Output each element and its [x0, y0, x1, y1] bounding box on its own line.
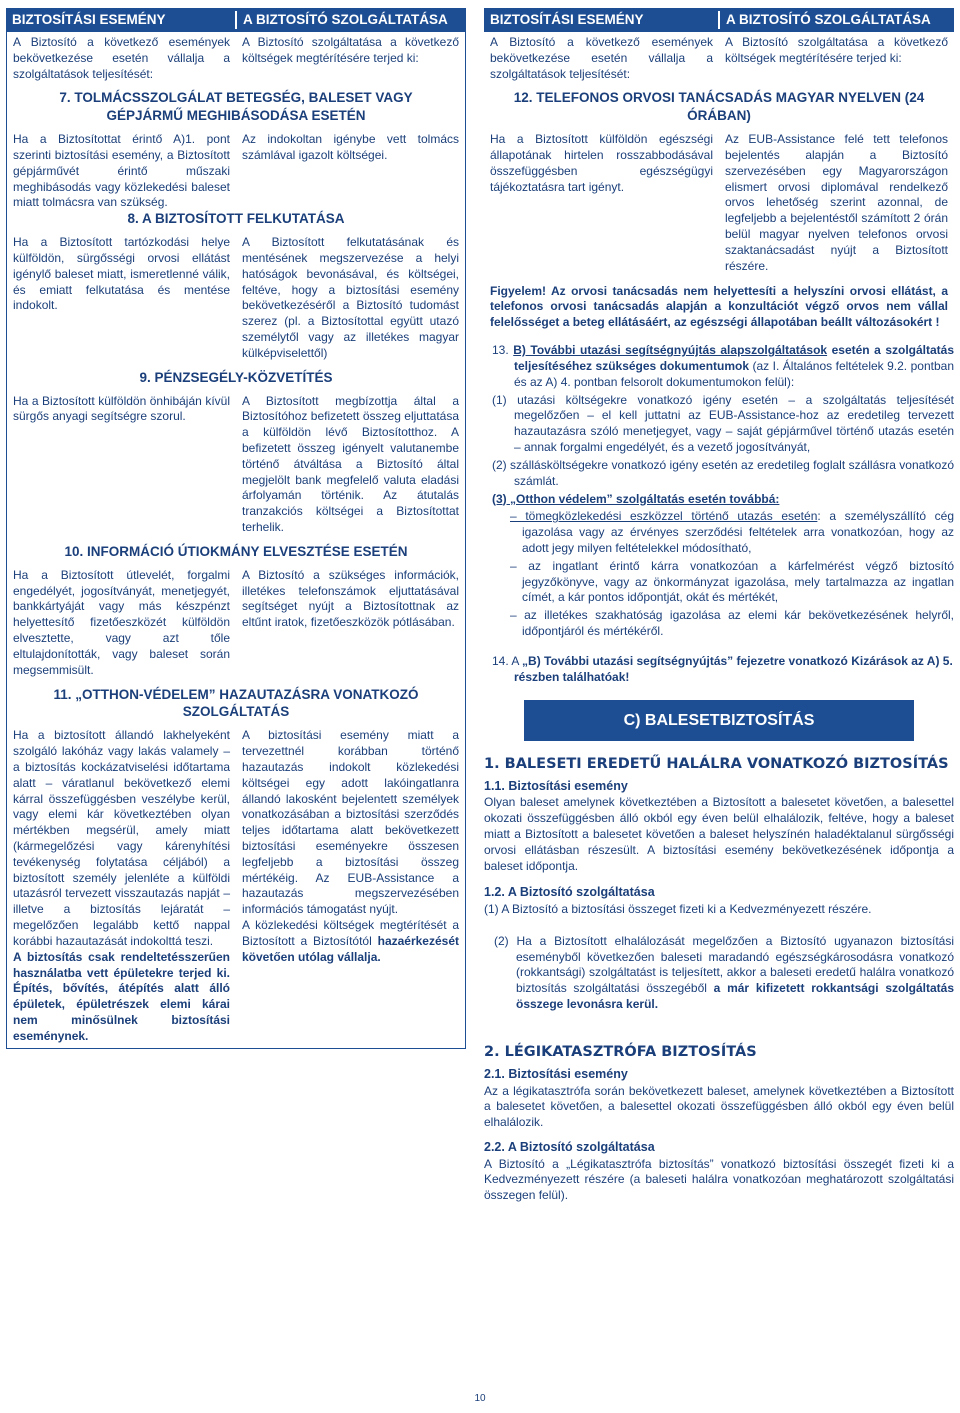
section-9-title: 9. PÉNZSEGÉLY-KÖZVETÍTÉS [139, 369, 333, 385]
section-11-title: 11. „OTTHON-VÉDELEM” HAZAUTAZÁSRA VONATKOZÓ SZOLGÁLTATÁS [53, 686, 419, 720]
header-service: A BIZTOSÍTÓ SZOLGÁLTATÁSA [235, 11, 466, 29]
section-13-title: B) További utazási segítségnyújtás alapszolgáltatások [513, 343, 828, 358]
section-7-row [7, 129, 465, 214]
section-10-event: Ha a Biztosított útlevelét, forgalmi engedélyét, jogosítványát, menetjegyét, bankkártyáját vagy más készpénzt helyettesítő fizetőeszközét külföldön elvesztette, vagy azt tőle eltulajdonították, vagy baleset során megsemmisült. [13, 567, 230, 677]
section-9-event: Ha a Biztosított külföldön önhibáján kívül sürgős anyagi segítségre szorul. [13, 393, 230, 424]
table-header [6, 8, 466, 32]
c2-h21: 2.1. Biztosítási esemény [484, 1067, 628, 1082]
section-10-title: 10. INFORMÁCIÓ ÚTIOKMÁNY ELVESZTÉSE ESETÉN [64, 543, 408, 559]
section-13-num: 13. [492, 343, 514, 358]
section-10-row [7, 565, 465, 682]
section-11-service-lead: A közlekedési költségek megtérítését a Biztosított a Biztosítótól [242, 918, 459, 948]
section-13-dash-3: – az illetékes szakhatóság igazolása az elemi kár bekövetkezésének helyről, időpontjáról és mértékéről. [510, 608, 954, 639]
right-service-table [484, 32, 954, 341]
intro-right: A Biztosító szolgáltatása a következő költségek megtérítésére terjed ki: [242, 35, 459, 65]
c2-h22: 2.2. A Biztosító szolgáltatása [484, 1140, 655, 1155]
left-column [6, 8, 466, 1049]
section-13-dash-1 [492, 509, 954, 556]
page-number: 10 [474, 1392, 486, 1404]
service-table [6, 32, 466, 1049]
c1-h12: 1.2. A Biztosító szolgáltatása [484, 885, 655, 900]
section-14-num: 14. A [492, 653, 523, 668]
c1-p12b [494, 934, 954, 1013]
section-8-title: 8. A BIZTOSÍTOTT FELKUTATÁSA [127, 211, 345, 227]
header-event: BIZTOSÍTÁSI ESEMÉNY [12, 12, 166, 28]
section-12-row [484, 129, 954, 277]
section-c-banner: C) BALESETBIZTOSÍTÁS [524, 700, 914, 741]
warning-lead: Figyelem! [490, 283, 547, 298]
section-13-item-3: (3) „Otthon védelem” szolgáltatás esetén továbbá: [492, 491, 780, 506]
section-8-event: Ha a Biztosított tartózkodási helye külföldön, sürgősségi orvosi ellátást igénylő baleset miatt, ismeretlenné válik, és emiatt felkutatása és mentése indokolt. [13, 235, 230, 313]
intro-left: A Biztosító a következő események bekövetkezése esetén vállalja a szolgáltatások teljesítését: [13, 35, 230, 81]
section-11-event-note: A biztosítás csak rendeltetésszerűen használatba vett épületekre terjed ki. Építés, bővítés, átépítés alatt álló épületek, épületrészek elemi kárai nem minősülnek biztosítási eseménynek. [13, 949, 230, 1043]
warning-text: Az orvosi tanácsadás nem helyettesíti a helyszíni orvosi ellátást, a telefonos orvosi tanácsadás alapján a konzultációt végző orvos nem vállal felelősséget a beteg ellátásáért, az egészségi állapotában beállt változásokért ! [490, 283, 948, 330]
section-11-service-text-2 [242, 918, 459, 965]
section-13-title-rest: esetén a szolgáltatás teljesítéséhez szükséges dokumentumok [514, 343, 955, 373]
c1-p12b-bold: a már kifizetett rokkantsági szolgáltatás összege levonásra kerül. [516, 981, 955, 1012]
section-9-service: A Biztosított megbízottja által a Biztosítóhoz befizetett összeg eljuttatása a külföldön lévő Biztosítotthoz. A befizetett összeg igényelt valutanembe történő átváltása a Biztosító által megjelölt bank megfelelő valuta eladási árfolyamán történik. Az átutalás tranzakciós költségei a Biztosítottat terhelik. [242, 393, 459, 535]
section-13-tail: (az I. Általános feltételek 9.2. pontban és az A) 4. pontban felsorolt dokumentumokon felül): [514, 358, 954, 389]
dash-1-lead: – tömegközlekedési eszközzel történő utazás esetén [510, 509, 818, 524]
section-11-service-text: A biztosítási esemény miatt a tervezettnél korábban történő hazautazás indokolt közlekedési költségei egy adott lakóingatlanra állandó lakosként bejelentett személyek vonatkozásában a biztosítási szerződés teljes időtartama alatt bekövetkezett biztosítási eseményekre összesen legfeljebb a biztosítási összeg mértékéig. Az EUB-Assistance a hazautazás megszervezésében információs támogatást nyújt. [242, 728, 459, 917]
c1-title: 1. BALESETI EREDETŰ HALÁLRA VONATKOZÓ BIZTOSÍTÁS [484, 755, 949, 772]
right-intro-left: A Biztosító a következő események bekövetkezése esetén vállalja a szolgáltatások teljesítését: [490, 35, 713, 81]
section-11-service [236, 725, 465, 1048]
right-table-header [484, 8, 954, 32]
section-10-service: A Biztosító a szükséges információk, illetékes telefonszámok eljuttatásával segítséget nyújt a Biztosítottnak az eltűnt iratok, fizetőeszközök pótlásában. [242, 567, 459, 630]
section-11-row [7, 725, 465, 1048]
section-13 [484, 343, 954, 640]
section-13-item-2: (2) szállásköltségekre vonatkozó igény esetén az eredetileg foglalt szállásra vonatkozó számlát. [492, 457, 954, 488]
section-13-heading [492, 343, 954, 390]
section-14-bold: „B) További utazási segítségnyújtás” fejezetre vonatkozó Kizárások az A) 5. részben találhatóak! [514, 653, 953, 684]
section-11-event [7, 725, 236, 1048]
right-header-service: A BIZTOSÍTÓ SZOLGÁLTATÁSA [718, 11, 954, 29]
right-column [484, 8, 954, 1204]
section-12-event: Ha a Biztosított külföldön egészségi állapotának hirtelen rosszabbodásával összefüggésben egészségügyi tájékoztatásra tart igényt. [490, 132, 713, 194]
section-12-warning [484, 278, 954, 341]
section-8-service: A Biztosított felkutatásának és mentésének megszervezése a helyi hatóságok bevonásával, és költségei, feltéve, hogy a biztosítási esemény bekövetkezéséről a Biztosító tudomást szerez (pl. a Biztosítottal együtt utazó személytől vagy az illetékes magyar külképviselettől) [242, 235, 459, 360]
c2-p22: A Biztosító a „Légikatasztrófa biztosítás” vonatkozó biztosítási összegét fizeti ki a Kedvezményezett részére (a baleseti halálra vonatkozóan meghatározott szolgáltatási összegen felül). [484, 1156, 954, 1203]
right-intro-row [484, 32, 954, 85]
c1-p12a: (1) A Biztosító a biztosítási összeget fizeti ki a Kedvezményezett részére. [484, 901, 872, 916]
c2-title: 2. LÉGIKATASZTRÓFA BIZTOSÍTÁS [484, 1043, 757, 1060]
section-8-row [7, 232, 465, 365]
c1-p12b-text: (2) Ha a Biztosított elhalálozását megelőzően a Biztosító ugyanazon biztosítási eseményből következően baleseti maradandó egészségkárosodásra vonatkozó (rokkantsági) szolgáltatást is teljesített, akkor a baleseti eredetű halálra vonatkozó biztosítás szolgáltatási összegéből [494, 933, 954, 996]
section-14 [484, 654, 954, 686]
c1-h11: 1.1. Biztosítási esemény [484, 778, 628, 793]
right-intro-right: A Biztosító szolgáltatása a következő költségek megtérítésére terjed ki: [725, 35, 948, 65]
section-13-dash-2: – az ingatlant érintő kárra vonatkozóan a kárfelmérést végző biztosító jegyzőkönyve, vagy az önkormányzat igazolása, mely tartalmazza az ingatlan címét, a kár pontos időpontját, okát és mértékét, [510, 558, 954, 605]
section-7-event: Ha a Biztosítottat érintő A)1. pont szerinti biztosítási esemény, a Biztosított gépjárművét érintő műszaki meghibásodás vagy közlekedési baleset miatt tolmácsra van szükség. [13, 132, 230, 210]
dash-1-text: : a személyszállító cég igazolása vagy az érvényes szerződési feltételek arra vonatkozóan, hogy az adott jegy milyen feltételekkel módosítható, [522, 509, 955, 555]
section-11-service-bold: hazaérkezését követően utólag vállalja. [242, 933, 459, 964]
section-12-title: 12. TELEFONOS ORVOSI TANÁCSADÁS MAGYAR NYELVEN (24 ÓRÁBAN) [513, 90, 925, 124]
right-header-event: BIZTOSÍTÁSI ESEMÉNY [490, 12, 644, 28]
section-7-service: Az indokoltan igénybe vett tolmács számlával igazolt költségei. [242, 132, 459, 162]
section-7-title: 7. TOLMÁCSSZOLGÁLAT BETEGSÉG, BALESET VAGY GÉPJÁRMŰ MEGHIBÁSODÁSA ESETÉN [59, 90, 413, 124]
section-11-event-text: Ha a biztosított állandó lakhelyeként szolgáló lakóház vagy lakás valamely – a biztosítás kockázatviselési időtartama alatt – váratlanul bekövetkező elemi kárral összefüggésben veszélybe kerül, vagy elemi kár következtében olyan mértékben megsérül, amely miatt (kármegelőzési vagy kárenyhítési tevékenység folytatása céljából) a biztosított személy jelenléte a külföldi utazásról tervezett visszautazás napját – illetve a biztosítás lejáratát – megelőzően legalább kettő nappal korábbi hazautazását indokolttá teszi. [13, 728, 230, 948]
section-12-service: Az EUB-Assistance felé tett telefonos bejelentés alapján a Biztosító szervezésében egy Magyarországon elismert orvosi diplomával rendelkező orvos lehetőség szerint azonnal, de legfeljebb a bejelentéstől számított 2 órán belül magyar nyelven telefonos orvosi szaktanácsadást nyújt a Biztosított részére. [725, 132, 948, 273]
c2-p21: Az a légikatasztrófa során bekövetkezett baleset, amelynek következtében a Biztosított a balesetet követően, a balesettel okozati összefüggésben álló okból egy éven belül elhalálozik. [484, 1083, 954, 1130]
c1-p11: Olyan baleset amelynek következtében a Biztosított a balesetet követően, a balesettel okozati összefüggésben álló okból egy éven belül elhalálozik, feltéve, hogy a baleset miatt a Biztosított a balesetet követően a baleset helyszínén haladéktalanul sürgősségi orvosi ellátásban részesült. A biztosítási esemény bekövetkezésének időpontja a baleset időpontja. [484, 795, 954, 873]
intro-row [7, 32, 465, 85]
section-13-item-1: (1) utazási költségekre vonatkozó igény esetén – a szolgáltatás teljesítését megelőzően – el kell juttatni az EUB-Assistance-hoz az eredetileg tervezett hazautazásra szóló menetjegyet, vagy – saját gépjárművel történő utazás esetén – annak forgalmi engedélyét, és a vezető jogosítványát, [492, 392, 954, 455]
section-9-row [7, 391, 465, 539]
